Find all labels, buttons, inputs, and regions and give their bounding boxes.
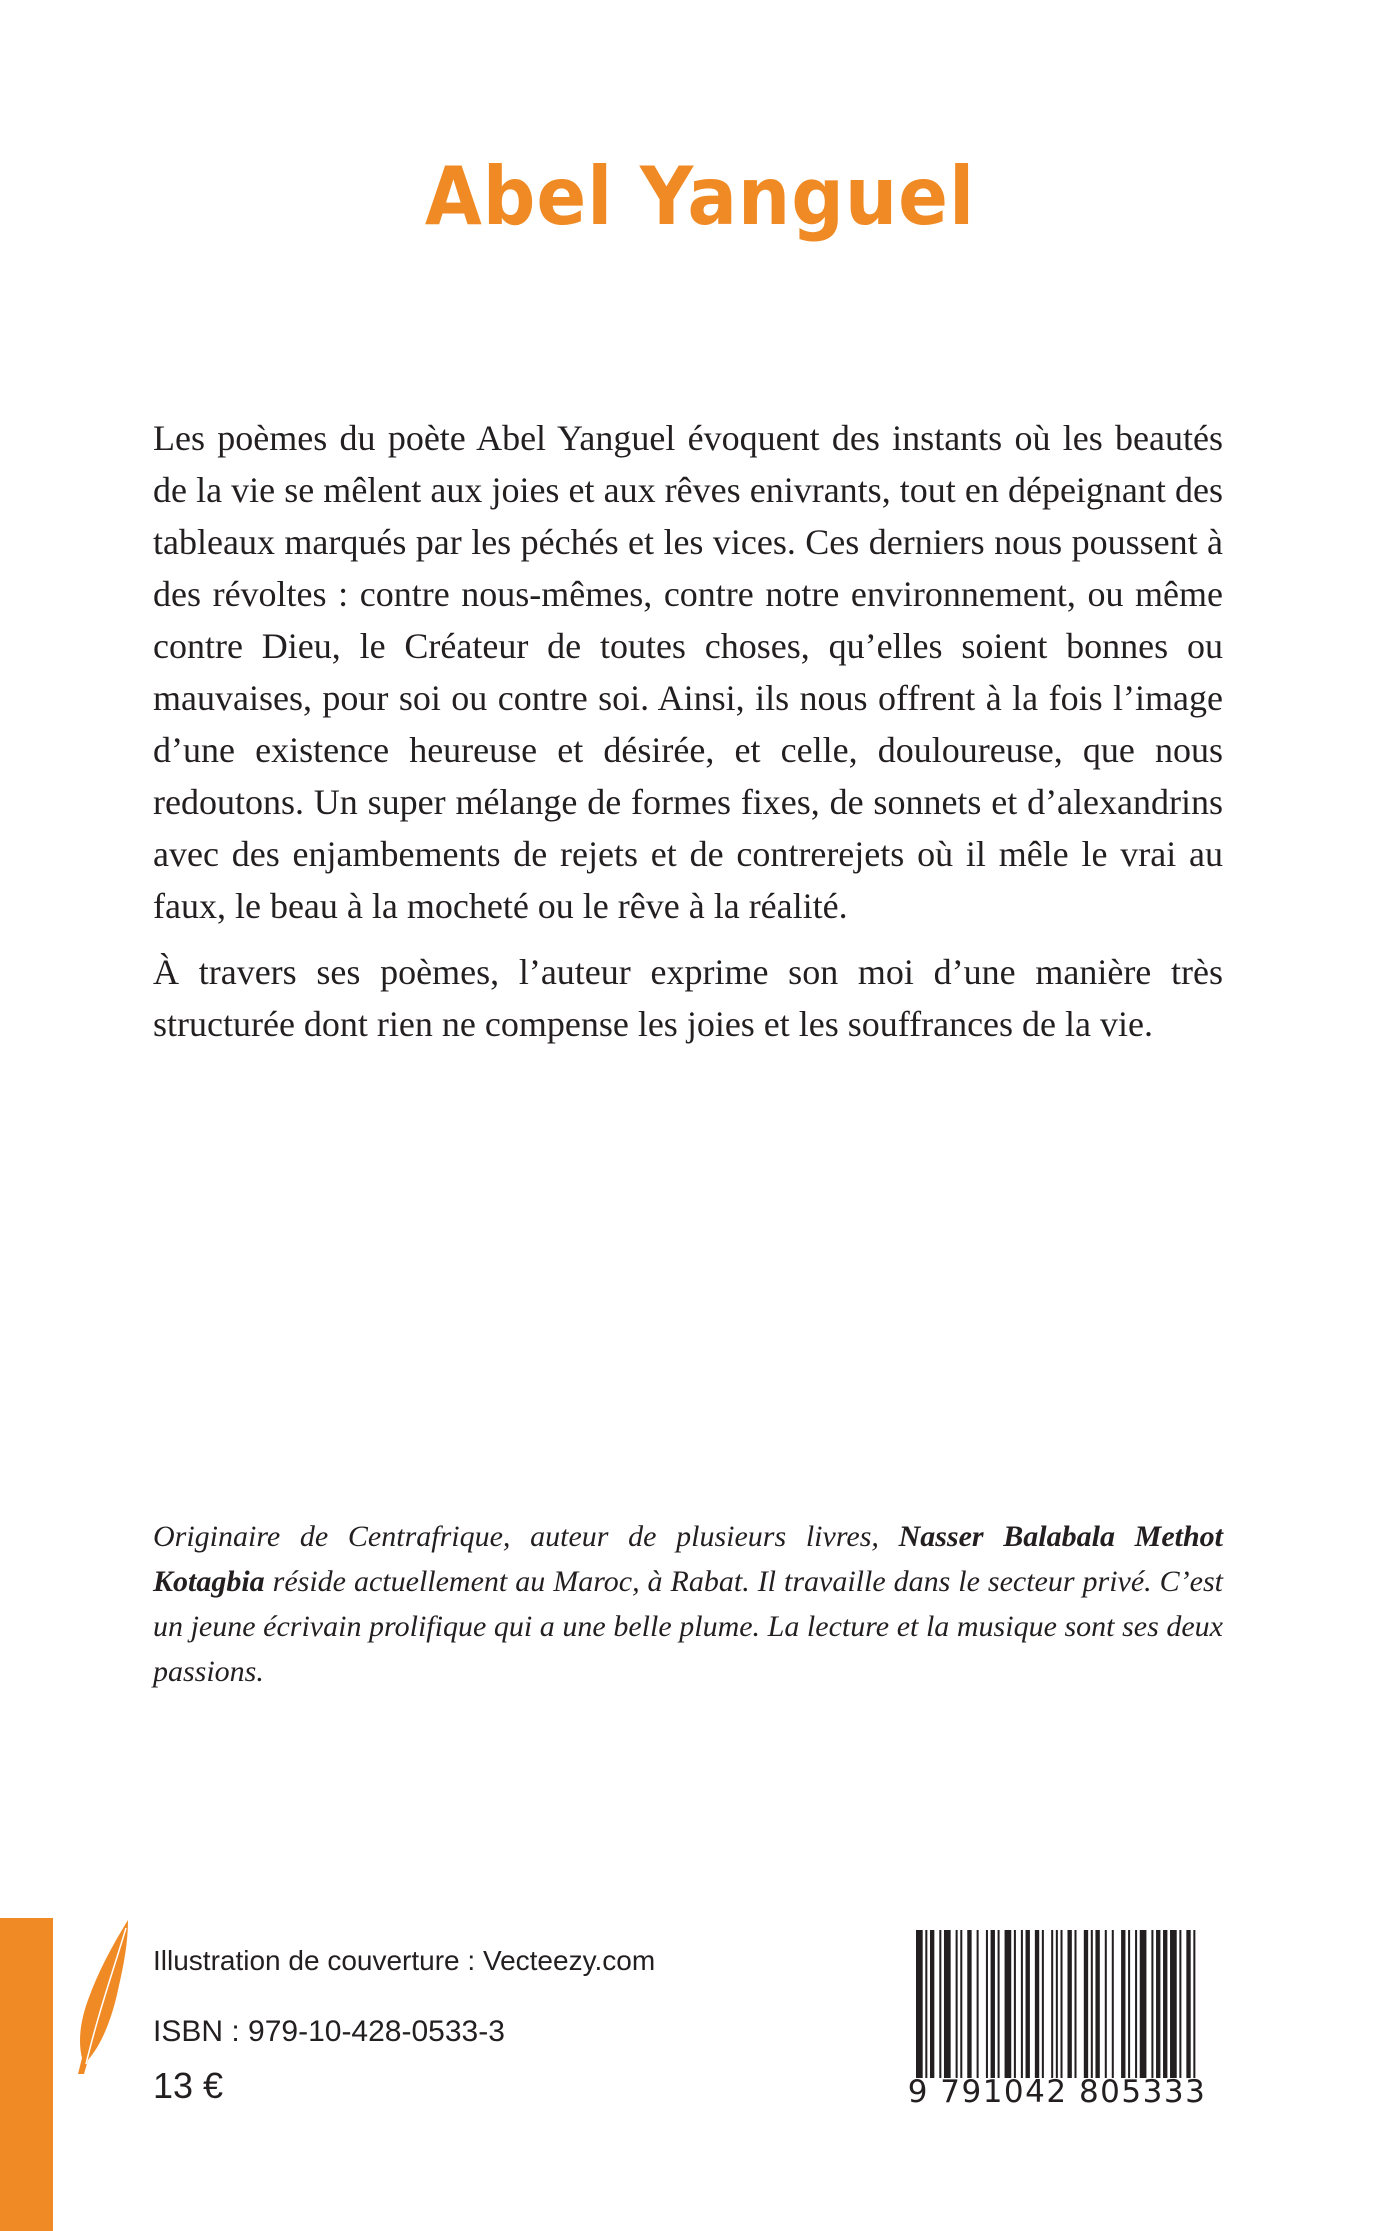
- barcode-bar: [1170, 1930, 1177, 2078]
- barcode-bar: [956, 1930, 958, 2078]
- barcode-bar: [930, 1930, 934, 2078]
- barcode: [902, 1918, 1212, 2132]
- barcode-bar: [977, 1930, 979, 2078]
- barcode-bar: [986, 1930, 988, 2078]
- barcode-bar: [1042, 1930, 1044, 2078]
- barcode-bar: [1051, 1930, 1053, 2078]
- barcode-bar: [967, 1930, 971, 2078]
- barcode-bar: [1095, 1930, 1099, 2078]
- author-name: Nasser Balabala Methot Kotagbia: [153, 1520, 1223, 1598]
- blurb-paragraph-1: Les poèmes du poète Abel Yanguel évoquent des instants où les beautés de la vie se mêlent aux joies et aux rêves enivrants, tout en dépeignant des tableaux marqués par les péchés et les vices. Ces derniers nous poussent à des révoltes : contre nous-mêmes, contre notre environnement, ou même contre Dieu, le Créateur de toutes choses, qu’elles soient bonnes ou mauvaises, pour soi ou contre soi. Ainsi, ils nous offrent à la fois l’image d’une existence heureuse et désirée, et celle, douloureuse, que nous redoutons. Un super mélange de formes fixes, de sonnets et d’alexandrins avec des enjambements de rejets et de contrerejets où il mêle le vrai au faux, le beau à la mocheté ou le rêve à la réalité.: [153, 418, 1223, 926]
- barcode-bar: [1156, 1930, 1160, 2078]
- barcode-bar: [1140, 1930, 1147, 2078]
- barcode-bar: [1056, 1930, 1058, 2078]
- publisher-color-bar: [0, 1918, 53, 2231]
- barcode-bar: [1163, 1930, 1167, 2078]
- author-bio: [153, 1514, 1223, 1694]
- isbn-number: ISBN : 979-10-428-0533-3: [153, 2015, 505, 2048]
- barcode-bar: [925, 1930, 927, 2078]
- barcode-bar: [1005, 1930, 1012, 2078]
- barcode-bar: [1121, 1930, 1125, 2078]
- author-bio-rest: réside actuellement au Maroc, à Rabat. Il travaille dans le secteur privé. C’est un jeune écrivain prolifique qui a une belle plume. La lecture et la musique sont ses deux passions.: [153, 1565, 1223, 1688]
- barcode-bar: [1084, 1930, 1088, 2078]
- barcode-bar: [1091, 1930, 1093, 2078]
- back-cover-blurb: [153, 412, 1223, 1064]
- barcode-bar: [1067, 1930, 1071, 2078]
- barcode-bars: [916, 1930, 1198, 2078]
- barcode-bar: [1105, 1930, 1107, 2078]
- barcode-bar: [1193, 1930, 1195, 2078]
- barcode-bar: [1151, 1930, 1153, 2078]
- barcode-bar: [1179, 1930, 1181, 2078]
- barcode-bar: [1074, 1930, 1076, 2078]
- barcode-digits: 9 791042 805333: [907, 2074, 1207, 2110]
- barcode-bar: [960, 1930, 962, 2078]
- barcode-bar: [998, 1930, 1000, 2078]
- barcode-bar: [1026, 1930, 1030, 2078]
- book-title: Abel Yanguel: [424, 150, 976, 243]
- barcode-bar: [1061, 1930, 1063, 2078]
- author-bio-intro: Originaire de Centrafrique, auteur de plusieurs livres,: [153, 1520, 899, 1553]
- barcode-bar: [1135, 1930, 1137, 2078]
- price: 13 €: [153, 2065, 224, 2106]
- barcode-bar: [1112, 1930, 1114, 2078]
- barcode-bar: [1128, 1930, 1130, 2078]
- barcode-bar: [944, 1930, 951, 2078]
- barcode-bar: [991, 1930, 995, 2078]
- barcode-bar: [1035, 1930, 1039, 2078]
- barcode-bar: [1186, 1930, 1190, 2078]
- barcode-bar: [1021, 1930, 1023, 2078]
- blurb-paragraph-2: À travers ses poèmes, l’auteur exprime son moi d’une manière très structurée dont rien ne compense les joies et les souffrances de la vie.: [153, 952, 1223, 1044]
- barcode-bar: [1014, 1930, 1016, 2078]
- illustration-credit: Illustration de couverture : Vecteezy.com: [153, 1945, 656, 1976]
- barcode-bar: [939, 1930, 941, 2078]
- barcode-bar: [916, 1930, 923, 2078]
- feather-icon: [68, 1918, 136, 2074]
